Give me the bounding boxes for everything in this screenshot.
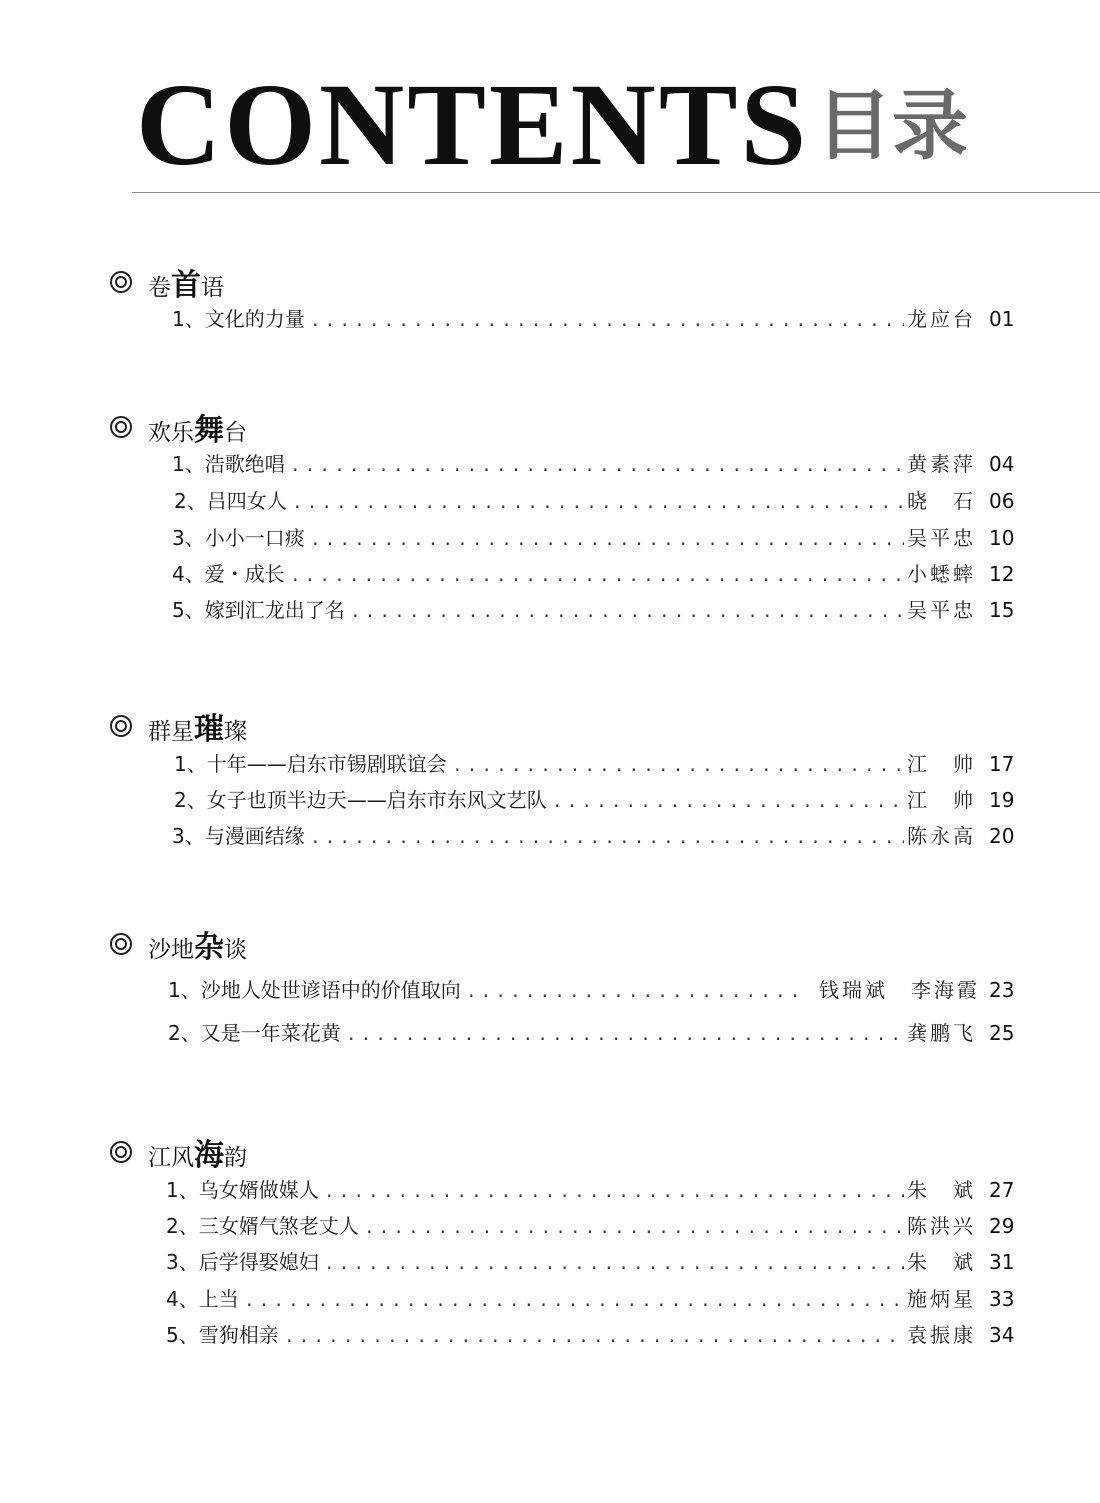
double-circle-icon (110, 416, 132, 438)
entry-author: 小蟋蟀 (907, 562, 976, 586)
toc-entry[interactable] (0, 1018, 1100, 1048)
entry-title: 2、女子也顶半边天——启东市东风文艺队 . . . (174, 785, 904, 815)
entry-author: 钱瑞斌 李海霞 (819, 978, 980, 1002)
entry-page-number: 31 (989, 1250, 1015, 1274)
entry-author: 龙应台 (907, 307, 976, 331)
toc-entry[interactable] (0, 1175, 1100, 1205)
entry-page-number: 15 (989, 598, 1015, 622)
entry-page-number: 25 (989, 1021, 1015, 1045)
entry-title: 2、三女婿气煞老丈人 . . . (166, 1211, 904, 1241)
entry-author: 朱 斌 (907, 1250, 976, 1274)
entry-page-number: 34 (989, 1323, 1015, 1347)
section-heading (110, 709, 247, 747)
title-mulu: 目录 (816, 81, 968, 170)
entry-title: 1、乌女婿做媒人 . . . (166, 1175, 904, 1205)
entry-page-number: 29 (989, 1214, 1015, 1238)
entry-page-number: 20 (989, 824, 1015, 848)
entry-page-number: 23 (989, 978, 1015, 1002)
entry-page-number: 27 (989, 1178, 1015, 1202)
entry-page-number: 19 (989, 788, 1015, 812)
header-divider (132, 192, 1100, 193)
entry-title: 1、浩歌绝唱 . . . (172, 449, 904, 479)
entry-title: 1、文化的力量 . . . (172, 304, 904, 334)
toc-entry[interactable] (0, 449, 1100, 479)
entry-author: 吴平忠 (907, 526, 976, 550)
section-heading (110, 265, 224, 303)
entry-page-number: 01 (989, 307, 1015, 331)
section-heading (110, 1135, 247, 1173)
toc-entry[interactable] (0, 1284, 1100, 1314)
toc-entry[interactable] (0, 486, 1100, 516)
entry-title: 2、又是一年菜花黄 . . . (168, 1018, 904, 1048)
entry-page-number: 06 (989, 489, 1015, 513)
entry-author: 江 帅 (907, 752, 976, 776)
entry-author: 陈洪兴 (907, 1214, 976, 1238)
entry-author: 黄素萍 (907, 452, 976, 476)
page-header (0, 0, 1100, 200)
double-circle-icon (110, 1141, 132, 1163)
double-circle-icon (110, 933, 132, 955)
section-title: 沙地杂谈 (148, 930, 247, 965)
toc-entry[interactable] (0, 523, 1100, 553)
toc-entry[interactable] (0, 595, 1100, 625)
entry-title: 3、后学得娶媳妇 . . . (166, 1247, 904, 1277)
toc-entry[interactable] (0, 1211, 1100, 1241)
double-circle-icon (110, 271, 132, 293)
entry-title: 4、上当 . . . (166, 1284, 904, 1314)
entry-page-number: 33 (989, 1287, 1015, 1311)
section-heading (110, 927, 247, 965)
entry-author: 吴平忠 (907, 598, 976, 622)
toc-entry[interactable] (0, 785, 1100, 815)
entry-title: 3、小小一口痰 . . . (172, 523, 904, 553)
section-title: 欢乐舞台 (148, 413, 247, 448)
entry-author: 晓 石 (907, 489, 976, 513)
entry-title: 5、嫁到汇龙出了名 . . . (172, 595, 904, 625)
entry-page-number: 12 (989, 562, 1015, 586)
entry-author: 袁振康 (907, 1323, 976, 1347)
toc-entry[interactable] (0, 1247, 1100, 1277)
toc-entry[interactable] (0, 975, 1100, 1005)
entry-page-number: 04 (989, 452, 1015, 476)
title-contents: CONTENTS (136, 59, 810, 190)
section-title: 卷首语 (148, 268, 224, 303)
section-title: 江风海韵 (148, 1138, 247, 1173)
entry-title: 2、吕四女人 . . . (174, 486, 904, 516)
toc-entry[interactable] (0, 821, 1100, 851)
entry-author: 陈永高 (907, 824, 976, 848)
toc-entry[interactable] (0, 1320, 1100, 1350)
entry-page-number: 17 (989, 752, 1015, 776)
entry-author: 施炳星 (907, 1287, 976, 1311)
entry-title: 3、与漫画结缘 . . . (172, 821, 904, 851)
section-title: 群星璀璨 (148, 712, 247, 747)
double-circle-icon (110, 715, 132, 737)
toc-entry[interactable] (0, 304, 1100, 334)
toc-entry[interactable] (0, 559, 1100, 589)
entry-page-number: 10 (989, 526, 1015, 550)
section-heading (110, 410, 247, 448)
entry-author: 龚鹏飞 (907, 1021, 976, 1045)
entry-title: 1、十年——启东市锡剧联谊会 . . . (174, 749, 904, 779)
entry-author: 朱 斌 (907, 1178, 976, 1202)
entry-author: 江 帅 (907, 788, 976, 812)
toc-entry[interactable] (0, 749, 1100, 779)
entry-title: 5、雪狗相亲 . . . (166, 1320, 904, 1350)
entry-title: 1、沙地人处世谚语中的价值取向 . . . (168, 975, 808, 1005)
entry-title: 4、爱・成长 . . . (172, 559, 904, 589)
